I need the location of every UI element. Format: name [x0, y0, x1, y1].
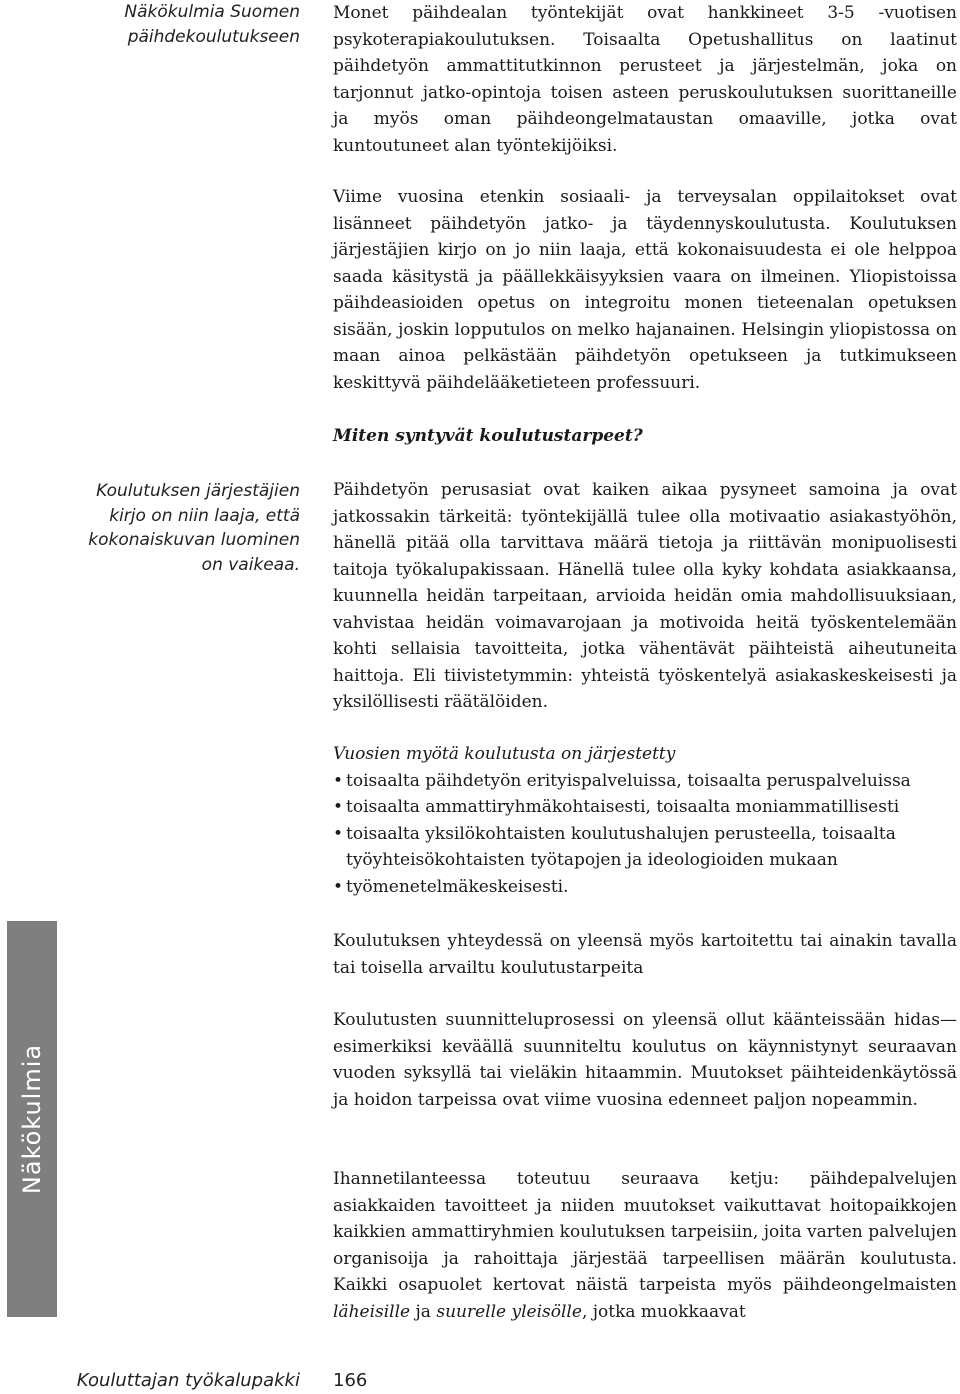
list-heading: Vuosien myötä koulutusta on järjestetty — [333, 744, 676, 764]
paragraph-1 — [333, 0, 957, 159]
bullet-list — [333, 768, 957, 901]
paragraph-2-text: Viime vuosina etenkin sosiaali- ja terveysalan oppilaitokset ovat lisänneet päihdetyön jatko- ja täydennyskoulutusta. Koulutuksen järjestäjien kirjo on jo niin laaja, että kokonaisuudesta ei ole helppoa saada käsitystä ja päällekkäisyyksien vaara on ilmeinen. Yliopistoissa päihdeasioiden opetus on integroitu monen tieteenalan opetuksen sisään, joskin lopputulos on melko hajanainen. Helsingin yliopistossa on maan ainoa pelkästään päihdetyön opetukseen ja tutkimukseen keskittyvä päihdelääketieteen professuuri. — [333, 187, 957, 393]
paragraph-1-text: Monet päihdealan työntekijät ovat hankkineet 3-5 -vuotisen psykoterapiakoulutuksen. Toisaalta Opetushallitus on laatinut päihdetyön ammattitutkinnon perusteet ja järjestelmän, joka on tarjonnut jatko-opintoja toisen asteen peruskoulutuksen suorittaneille ja myös oman päihdeongelmataustan omaaville, jotka ovat kuntoutuneet alan työntekijöiksi. — [333, 3, 957, 156]
list-item: • toisaalta päihdetyön erityispalveluissa, toisaalta peruspalveluissa — [333, 768, 957, 795]
paragraph-2 — [333, 184, 957, 396]
paragraph-4 — [333, 928, 957, 981]
paragraph-6-part-b: ja — [410, 1301, 437, 1322]
chapter-tab-label: Näkökulmia — [18, 1043, 46, 1195]
list-item: • työmenetelmäkeskeisesti. — [333, 874, 957, 901]
paragraph-6-emphasis-2: suurelle yleisölle — [436, 1301, 582, 1322]
list-section — [333, 741, 957, 900]
paragraph-6 — [333, 1166, 957, 1325]
paragraph-6-emphasis-1: läheisille — [333, 1301, 411, 1322]
margin-note-pullquote: Koulutuksen järjestäjien kirjo on niin laaja, että kokonaiskuvan luominen on vaikeaa. — [88, 481, 300, 575]
paragraph-6-part-a: Ihannetilanteessa toteutuu seuraava ketju: päihdepalvelujen asiakkaiden tavoitteet ja niiden muutokset vaikuttavat hoitopaikkojen kaikkien ammattiryhmien koulutuksen tarpeisiin, joita varten palvelujen organisoija ja rahoittaja järjestää tarpeellisen määrän koulutusta. Kaikki osapuolet kertovat näistä tarpeista myös päihdeongelmaisten — [333, 1169, 957, 1295]
list-item: • toisaalta yksilökohtaisten koulutushalujen perusteella, toisaalta työyhteisökohtaisten työtapojen ja ideologioiden mukaan — [333, 821, 957, 874]
section-heading: Miten syntyvät koulutustarpeet? — [333, 426, 643, 446]
paragraph-3 — [333, 477, 957, 716]
paragraph-3-text: Päihdetyön perusasiat ovat kaiken aikaa pysyneet samoina ja ovat jatkossakin tärkeitä: työntekijällä tulee olla motivaatio asiakastyöhön, hänellä pitää olla tarvittava määrä tietoja ja riittävän monipuolisesti taitoja työkalupakissaan. Hänellä tulee olla kyky kohdata asiakkaansa, kuunnella heidän tarpeitaan, arvioida heidän omia mahdollisuuksiaan, vahvistaa heidän voimavarojaan ja motivoida heitä työskentelemään kohti sellaisia tavoitteita, jotka vähentävät päihteistä aiheutuneita haittoja. Eli tiivistetymmin: yhteistä työskentelyä asiakaskeskeisesti ja yksilöllisesti räätälöiden. — [333, 480, 957, 712]
chapter-tab — [7, 921, 57, 1317]
paragraph-6-part-c: , jotka muokkaavat — [581, 1301, 746, 1322]
paragraph-5 — [333, 1007, 957, 1113]
list-item: • toisaalta ammattiryhmäkohtaisesti, toisaalta moniammatillisesti — [333, 794, 957, 821]
footer-book-title: Kouluttajan työkalupakki — [76, 1370, 300, 1391]
paragraph-4-text: Koulutuksen yhteydessä on yleensä myös kartoitettu tai ainakin tavalla tai toisella arvailtu koulutustarpeita — [333, 931, 957, 978]
margin-note-intro: Näkökulmia Suomen päihdekoulutukseen — [124, 2, 300, 47]
paragraph-6-text — [333, 1166, 957, 1325]
page-number: 166 — [333, 1370, 368, 1391]
paragraph-5-text: Koulutusten suunnitteluprosessi on yleensä ollut käänteissään hidas—esimerkiksi keväällä suunniteltu koulutus on käynnistynyt seuraavan vuoden syksyllä tai vieläkin hitaammin. Muutokset päihteidenkäytössä ja hoidon tarpeissa ovat viime vuosina edenneet paljon nopeammin. — [333, 1010, 957, 1110]
